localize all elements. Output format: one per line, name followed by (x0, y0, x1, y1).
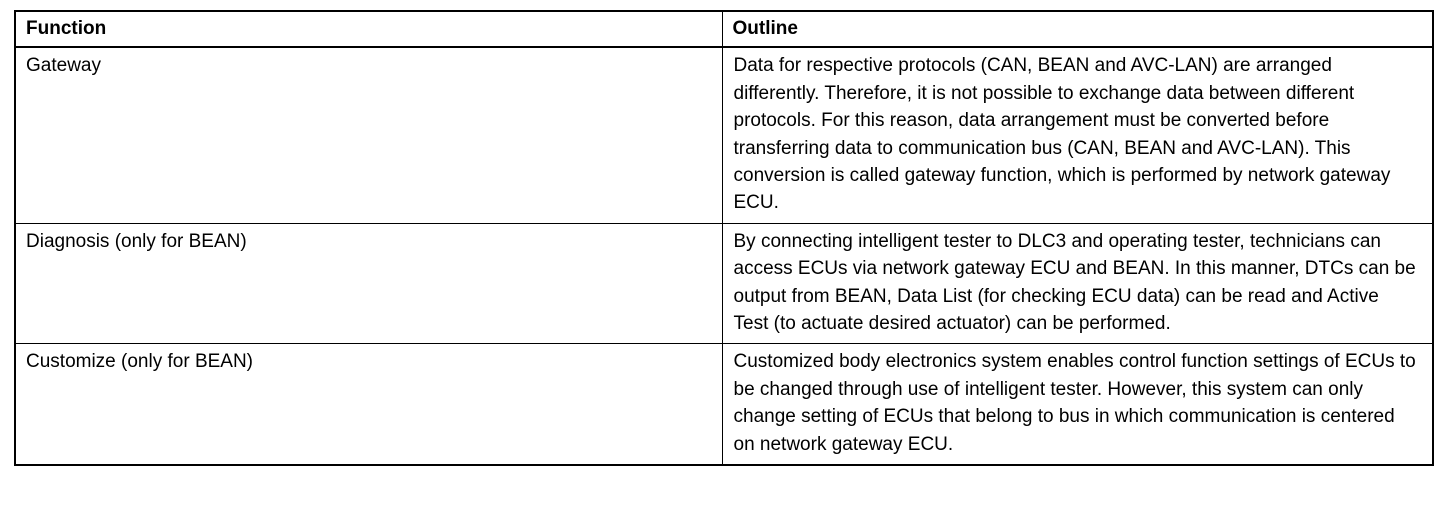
outline-cell: By connecting intelligent tester to DLC3 and operating tester, technicians can access ECUs via network gateway ECU and BEAN. In this manner, DTCs can be output from BEAN, Data List (for checking ECU data) can be read and Active Test (to actuate desired actuator) can be performed. (722, 223, 1433, 344)
table-row (15, 223, 1433, 344)
outline-cell: Customized body electronics system enables control function settings of ECUs to be changed through use of intelligent tester. However, this system can only change setting of ECUs that belong to bus in which communication is centered on network gateway ECU. (722, 344, 1433, 465)
function-cell: Diagnosis (only for BEAN) (15, 223, 722, 344)
function-cell: Customize (only for BEAN) (15, 344, 722, 465)
outline-cell: Data for respective protocols (CAN, BEAN and AVC-LAN) are arranged differently. Therefore, it is not possible to exchange data between different protocols. For this reason, data arrangement must be converted before transferring data to communication bus (CAN, BEAN and AVC-LAN). This conversion is called gateway function, which is performed by network gateway ECU. (722, 47, 1433, 223)
table-row (15, 47, 1433, 223)
column-header-function: Function (15, 11, 722, 47)
table-header-row (15, 11, 1433, 47)
function-cell: Gateway (15, 47, 722, 223)
table-row (15, 344, 1433, 465)
function-outline-table (14, 10, 1434, 466)
column-header-outline: Outline (722, 11, 1433, 47)
